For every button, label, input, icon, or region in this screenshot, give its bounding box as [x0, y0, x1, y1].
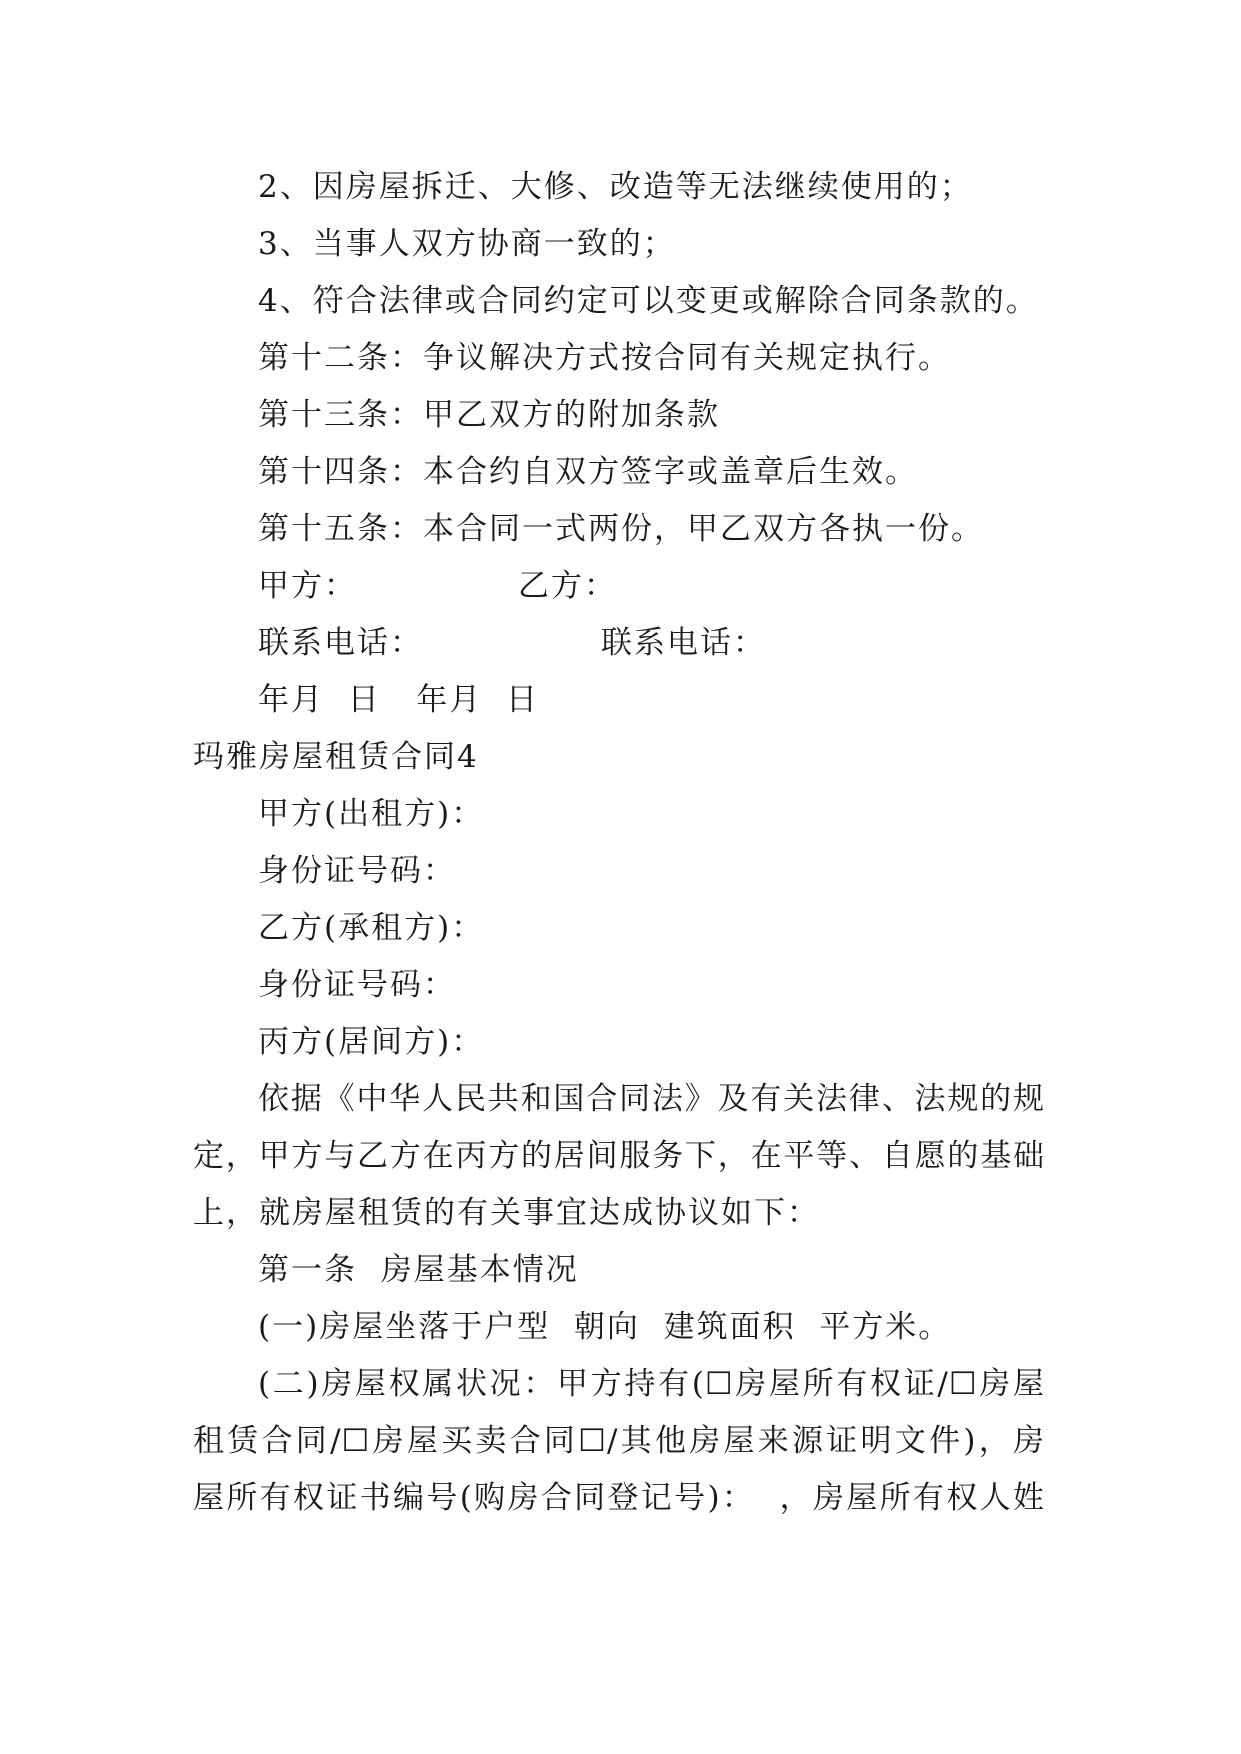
contract-title: 玛雅房屋租赁合同4: [193, 739, 479, 775]
article-12: 第十二条：争议解决方式按合同有关规定执行。: [258, 340, 951, 376]
date-line: 年月 日 年月 日: [258, 682, 539, 718]
article-14: 第十四条：本合约自双方签字或盖章后生效。: [258, 454, 918, 490]
basis-paragraph-line: 定，甲方与乙方在丙方的居间服务下，在平等、自愿的基础: [193, 1138, 1045, 1174]
party-line: 乙方(承租方)：: [258, 910, 485, 946]
article-15: 第十五条：本合同一式两份，甲乙双方各执一份。: [258, 511, 984, 547]
clause-line: 2、因房屋拆迁、大修、改造等无法继续使用的；: [258, 169, 973, 205]
phone-a-label: 联系电话：: [258, 625, 423, 661]
signature-party-a-label: 甲方：: [258, 568, 357, 604]
party-line: 身份证号码：: [258, 967, 456, 1003]
article-1-item-1: (一)房屋坐落于户型 朝向 建筑面积 平方米。: [258, 1309, 952, 1345]
article-13: 第十三条：甲乙双方的附加条款: [258, 397, 720, 433]
clause-line: 4、符合法律或合同约定可以变更或解除合同条款的。: [258, 283, 1039, 319]
party-line: 丙方(居间方)：: [258, 1024, 485, 1060]
phone-b-label: 联系电话：: [601, 625, 766, 661]
clause-line: 3、当事人双方协商一致的；: [258, 226, 676, 262]
basis-paragraph-line: 依据《中华人民共和国合同法》及有关法律、法规的规: [258, 1081, 1045, 1117]
party-line: 身份证号码：: [258, 853, 456, 889]
article-1-item-2-line: (二)房屋权属状况：甲方持有(☐房屋所有权证/☐房屋: [258, 1366, 1045, 1402]
article-1-title: 第一条 房屋基本情况: [258, 1252, 579, 1288]
party-line: 甲方(出租方)：: [258, 796, 485, 832]
article-1-item-2-line: 屋所有权证书编号(购房合同登记号)： ，房屋所有权人姓: [193, 1480, 1045, 1516]
article-1-item-2-line: 租赁合同/☐房屋买卖合同☐/其他房屋来源证明文件)，房: [193, 1423, 1045, 1459]
basis-paragraph-line: 上，就房屋租赁的有关事宜达成协议如下：: [193, 1195, 820, 1231]
signature-party-b-label: 乙方：: [518, 568, 617, 604]
